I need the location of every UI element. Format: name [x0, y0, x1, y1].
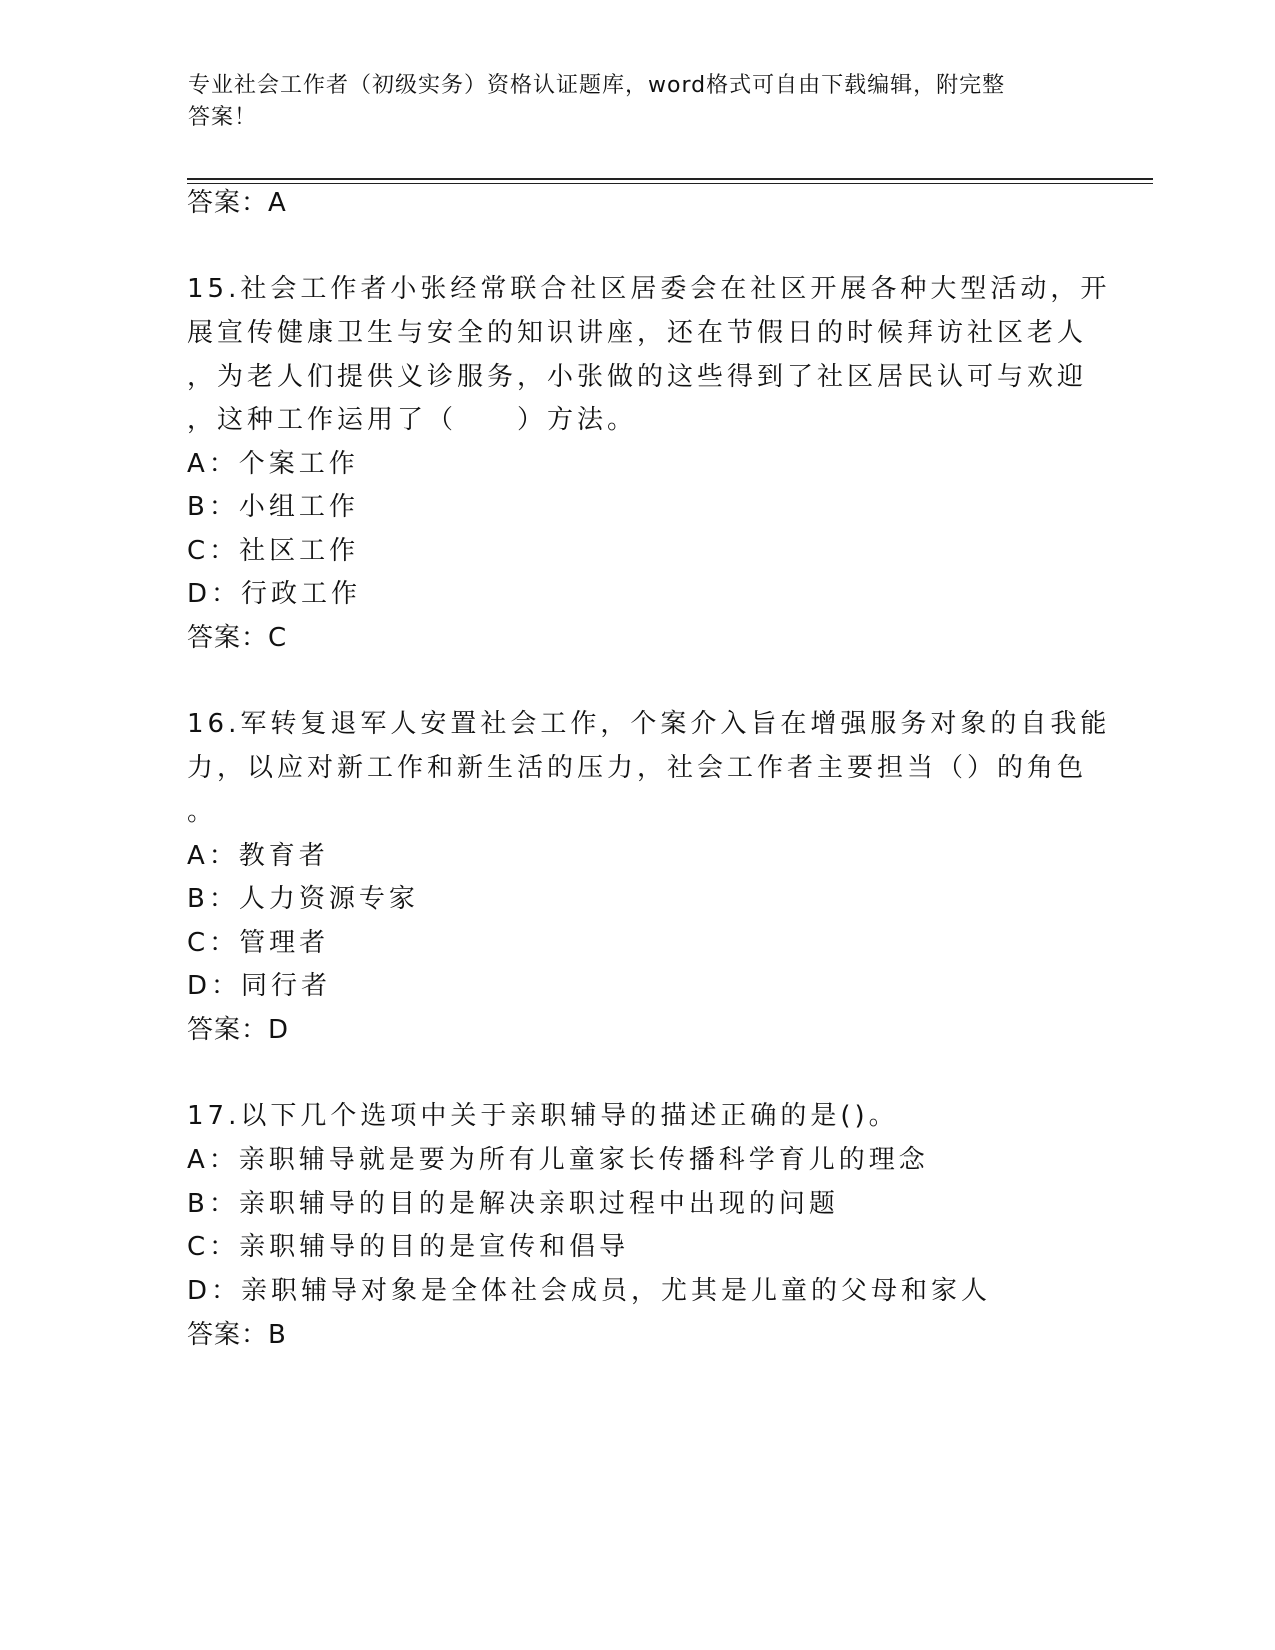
question-15-stem-line-2: 展宣传健康卫生与安全的知识讲座，还在节假日的时候拜访社区老人 [187, 318, 1088, 348]
question-15-option-c: C：社区工作 [187, 536, 360, 566]
question-16-answer: 答案：D [187, 1015, 290, 1045]
header-rule-thin [187, 183, 1153, 184]
question-15-stem-line-4: ，这种工作运用了（ ）方法。 [187, 405, 638, 435]
question-15-option-b: B：小组工作 [187, 492, 359, 522]
question-15-answer: 答案：C [187, 623, 288, 653]
question-16-stem-line-3: 。 [187, 797, 218, 827]
question-15-stem-line-1: 15.社会工作者小张经常联合社区居委会在社区开展各种大型活动，开 [187, 274, 1111, 304]
document-header [188, 70, 1068, 134]
question-16-option-c: C：管理者 [187, 928, 330, 958]
question-17-option-c: C：亲职辅导的目的是宣传和倡导 [187, 1232, 630, 1262]
question-15-option-a: A：个案工作 [187, 449, 359, 479]
previous-answer: 答案：A [187, 188, 287, 218]
question-17-option-d: D：亲职辅导对象是全体社会成员，尤其是儿童的父母和家人 [187, 1276, 992, 1306]
question-17-option-b: B：亲职辅导的目的是解决亲职过程中出现的问题 [187, 1189, 839, 1219]
question-16-stem-line-1: 16.军转复退军人安置社会工作，个案介入旨在增强服务对象的自我能 [187, 709, 1111, 739]
question-17-option-a: A：亲职辅导就是要为所有儿童家长传播科学育儿的理念 [187, 1145, 929, 1175]
header-line-1: 专业社会工作者（初级实务）资格认证题库，word格式可自由下载编辑，附完整 [188, 73, 1006, 98]
header-rule-thick [187, 178, 1153, 180]
question-16-option-b: B：人力资源专家 [187, 884, 419, 914]
question-16-option-d: D：同行者 [187, 971, 332, 1001]
question-15-stem-line-3: ，为老人们提供义诊服务，小张做的这些得到了社区居民认可与欢迎 [187, 362, 1088, 392]
question-16-option-a: A：教育者 [187, 841, 329, 871]
header-line-2: 答案！ [188, 105, 258, 130]
question-16-stem-line-2: 力，以应对新工作和新生活的压力，社会工作者主要担当（）的角色 [187, 753, 1088, 783]
question-15-option-d: D：行政工作 [187, 579, 362, 609]
question-17-stem-line-1: 17.以下几个选项中关于亲职辅导的描述正确的是()。 [187, 1101, 899, 1131]
question-17-answer: 答案：B [187, 1320, 287, 1350]
